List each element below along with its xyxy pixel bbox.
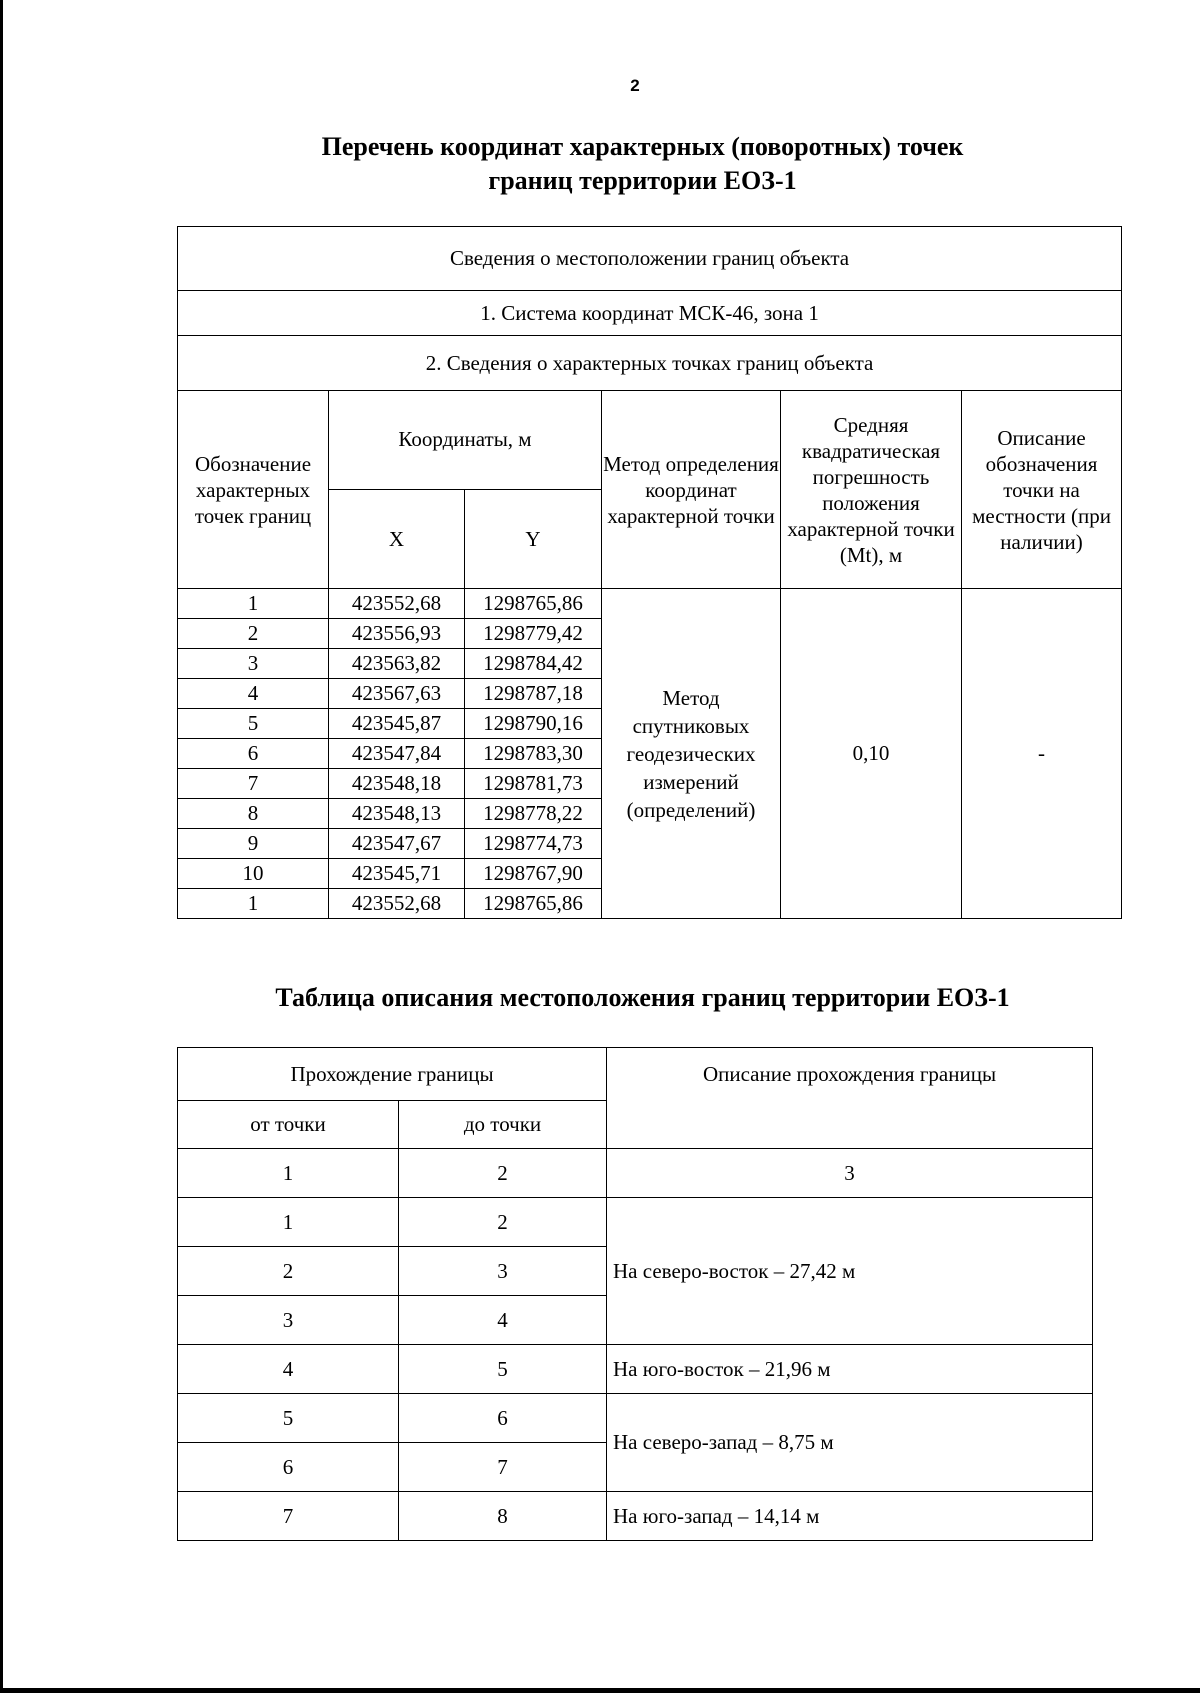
- numbering-row: [178, 1149, 1093, 1198]
- border-description-table: [177, 1047, 1093, 1541]
- col-x-header: X: [329, 490, 465, 589]
- header-object-boundaries: Сведения о местоположении границ объекта: [178, 227, 1122, 291]
- passage-description: На северо-восток – 27,42 м: [607, 1198, 1093, 1345]
- from-point: 2: [178, 1247, 399, 1296]
- col-description-header: Описание обозначения точки на местности (при наличии): [962, 391, 1122, 589]
- border-table-title: Таблица описания местоположения границ территории ЕОЗ-1: [275, 983, 1010, 1012]
- table-row: [178, 589, 1122, 619]
- coord-x: 423563,82: [329, 649, 465, 679]
- from-point: 7: [178, 1492, 399, 1541]
- to-point: 3: [399, 1247, 607, 1296]
- numbering-cell: 3: [607, 1149, 1093, 1198]
- col-y-header: Y: [465, 490, 602, 589]
- point-number: 1: [178, 589, 329, 619]
- coord-y: 1298783,30: [465, 739, 602, 769]
- header-characteristic-points: 2. Сведения о характерных точках границ объекта: [178, 336, 1122, 391]
- col-passage-header: Прохождение границы: [178, 1048, 607, 1101]
- point-number: 2: [178, 619, 329, 649]
- coord-x: 423548,13: [329, 799, 465, 829]
- passage-description: На юго-запад – 14,14 м: [607, 1492, 1093, 1541]
- coord-x: 423552,68: [329, 589, 465, 619]
- scan-left-edge: [0, 0, 3, 1693]
- from-point: 6: [178, 1443, 399, 1492]
- coordinates-table: [177, 226, 1122, 919]
- col-description-header: Описание прохождения границы: [607, 1048, 1093, 1149]
- from-point: 5: [178, 1394, 399, 1443]
- col-coordinates-header: Координаты, м: [329, 391, 602, 490]
- col-error-header: Средняя квадратическая погрешность положения характерной точки (Mt), м: [781, 391, 962, 589]
- coord-y: 1298784,42: [465, 649, 602, 679]
- table-row: [178, 1198, 1093, 1247]
- coord-x: 423545,71: [329, 859, 465, 889]
- point-number: 4: [178, 679, 329, 709]
- page-title-line-1: Перечень координат характерных (поворотных) точек: [321, 132, 964, 161]
- description-cell: -: [962, 589, 1122, 919]
- passage-description: На северо-запад – 8,75 м: [607, 1394, 1093, 1492]
- coord-y: 1298781,73: [465, 769, 602, 799]
- point-number: 6: [178, 739, 329, 769]
- to-point: 4: [399, 1296, 607, 1345]
- point-number: 1: [178, 889, 329, 919]
- coord-x: 423545,87: [329, 709, 465, 739]
- coord-x: 423552,68: [329, 889, 465, 919]
- page-title-line-2: границ территории ЕОЗ-1: [488, 166, 797, 195]
- point-number: 9: [178, 829, 329, 859]
- from-point: 3: [178, 1296, 399, 1345]
- header-coordinate-system: 1. Система координат МСК-46, зона 1: [178, 291, 1122, 336]
- point-number: 5: [178, 709, 329, 739]
- to-point: 5: [399, 1345, 607, 1394]
- coord-x: 423547,84: [329, 739, 465, 769]
- to-point: 8: [399, 1492, 607, 1541]
- coord-y: 1298765,86: [465, 589, 602, 619]
- point-number: 3: [178, 649, 329, 679]
- table-row: [178, 1345, 1093, 1394]
- coord-x: 423547,67: [329, 829, 465, 859]
- col-method-header: Метод определения координат характерной точки: [602, 391, 781, 589]
- coord-y: 1298790,16: [465, 709, 602, 739]
- page-title: [200, 130, 1085, 198]
- numbering-cell: 2: [399, 1149, 607, 1198]
- coord-y: 1298787,18: [465, 679, 602, 709]
- method-cell: Метод спутниковых геодезических измерений (определений): [602, 589, 781, 919]
- to-point: 6: [399, 1394, 607, 1443]
- numbering-cell: 1: [178, 1149, 399, 1198]
- coord-x: 423567,63: [329, 679, 465, 709]
- coord-y: 1298774,73: [465, 829, 602, 859]
- coord-y: 1298765,86: [465, 889, 602, 919]
- col-from-header: от точки: [178, 1101, 399, 1149]
- point-number: 7: [178, 769, 329, 799]
- from-point: 1: [178, 1198, 399, 1247]
- point-number: 8: [178, 799, 329, 829]
- error-cell: 0,10: [781, 589, 962, 919]
- to-point: 2: [399, 1198, 607, 1247]
- from-point: 4: [178, 1345, 399, 1394]
- col-to-header: до точки: [399, 1101, 607, 1149]
- coord-x: 423556,93: [329, 619, 465, 649]
- to-point: 7: [399, 1443, 607, 1492]
- table-row: [178, 1492, 1093, 1541]
- coord-x: 423548,18: [329, 769, 465, 799]
- coord-y: 1298779,42: [465, 619, 602, 649]
- coord-y: 1298778,22: [465, 799, 602, 829]
- page-number: 2: [630, 76, 640, 95]
- passage-description: На юго-восток – 21,96 м: [607, 1345, 1093, 1394]
- scan-bottom-edge: [0, 1688, 1200, 1693]
- point-number: 10: [178, 859, 329, 889]
- col-designation-header: Обозначение характерных точек границ: [178, 391, 329, 589]
- coord-y: 1298767,90: [465, 859, 602, 889]
- table-row: [178, 1394, 1093, 1443]
